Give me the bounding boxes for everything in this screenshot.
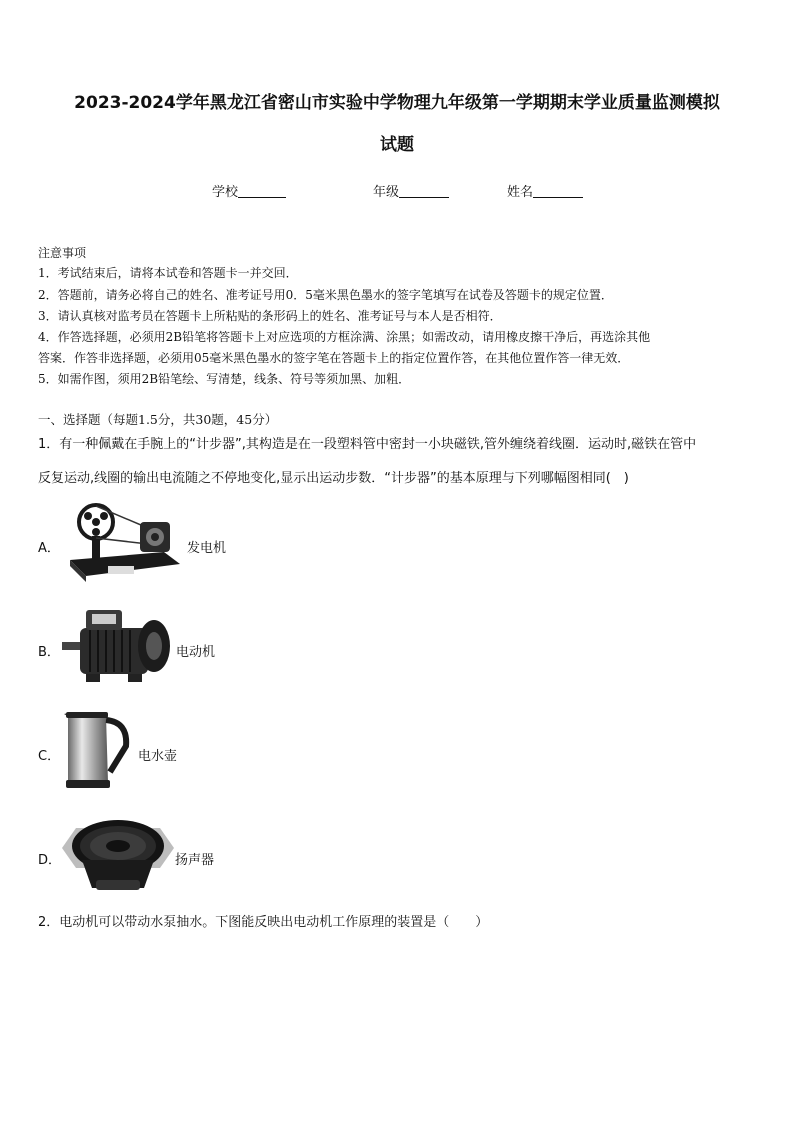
school-label: 学校 <box>212 185 239 200</box>
name-blank <box>533 185 583 198</box>
option-b-letter: B． <box>38 645 60 660</box>
question-2: 2．电动机可以带动水泵抽水。下图能反映出电动机工作原理的装置是（ ） <box>38 915 489 930</box>
option-b-label: 电动机 <box>176 645 216 660</box>
electric-motor-icon <box>62 606 174 686</box>
school-field <box>212 181 286 200</box>
grade-blank <box>399 185 449 198</box>
note-item: 3．请认真核对监考员在答题卡上所粘贴的条形码上的姓名、准考证号与本人是否相符． <box>38 309 502 323</box>
generator-icon <box>68 500 184 586</box>
option-a-letter: A． <box>38 541 60 556</box>
notes-heading: 注意事项 <box>38 246 87 260</box>
loudspeaker-icon <box>62 810 174 896</box>
option-c-label: 电水壶 <box>138 749 178 764</box>
option-c-letter: C． <box>38 749 61 764</box>
electric-kettle-icon <box>62 710 132 790</box>
question-1-line-2: 反复运动,线圈的输出电流随之不停地变化,显示出运动步数．“计步器”的基本原理与下列哪幅图相同( ) <box>38 471 629 486</box>
school-blank <box>238 185 286 198</box>
page-title-line-1: 2023-2024学年黑龙江省密山市实验中学物理九年级第一学期期末学业质量监测模拟 <box>74 93 720 113</box>
option-d-letter: D． <box>38 853 62 868</box>
note-item: 4．作答选择题，必须用2B铅笔将答题卡上对应选项的方框涂满、涂黑；如需改动，请用橡皮擦干净后，再选涂其他 <box>38 330 651 344</box>
name-field <box>507 181 583 200</box>
option-d-label: 扬声器 <box>175 853 215 868</box>
page-title-line-2: 试题 <box>380 135 414 155</box>
option-a-label: 发电机 <box>187 541 227 556</box>
note-item: 答案．作答非选择题，必须用05毫米黑色墨水的签字笔在答题卡上的指定位置作答，在其他位置作答一律无效． <box>38 351 630 365</box>
note-item: 1．考试结束后，请将本试卷和答题卡一并交回． <box>38 266 298 280</box>
section-heading: 一、选择题（每题1.5分，共30题，45分） <box>38 412 278 427</box>
name-label: 姓名 <box>507 185 534 200</box>
grade-field <box>373 181 449 200</box>
note-item: 5．如需作图，须用2B铅笔绘、写清楚，线条、符号等须加黑、加粗． <box>38 372 411 386</box>
note-item: 2．答题前，请务必将自己的姓名、准考证号用0．5毫米黑色墨水的签字笔填写在试卷及答题卡的规定位置． <box>38 288 613 302</box>
question-1-line-1: 1．有一种佩戴在手腕上的“计步器”,其构造是在一段塑料管中密封一小块磁铁,管外缠绕着线圈．运动时,磁铁在管中 <box>38 437 697 452</box>
grade-label: 年级 <box>373 185 400 200</box>
